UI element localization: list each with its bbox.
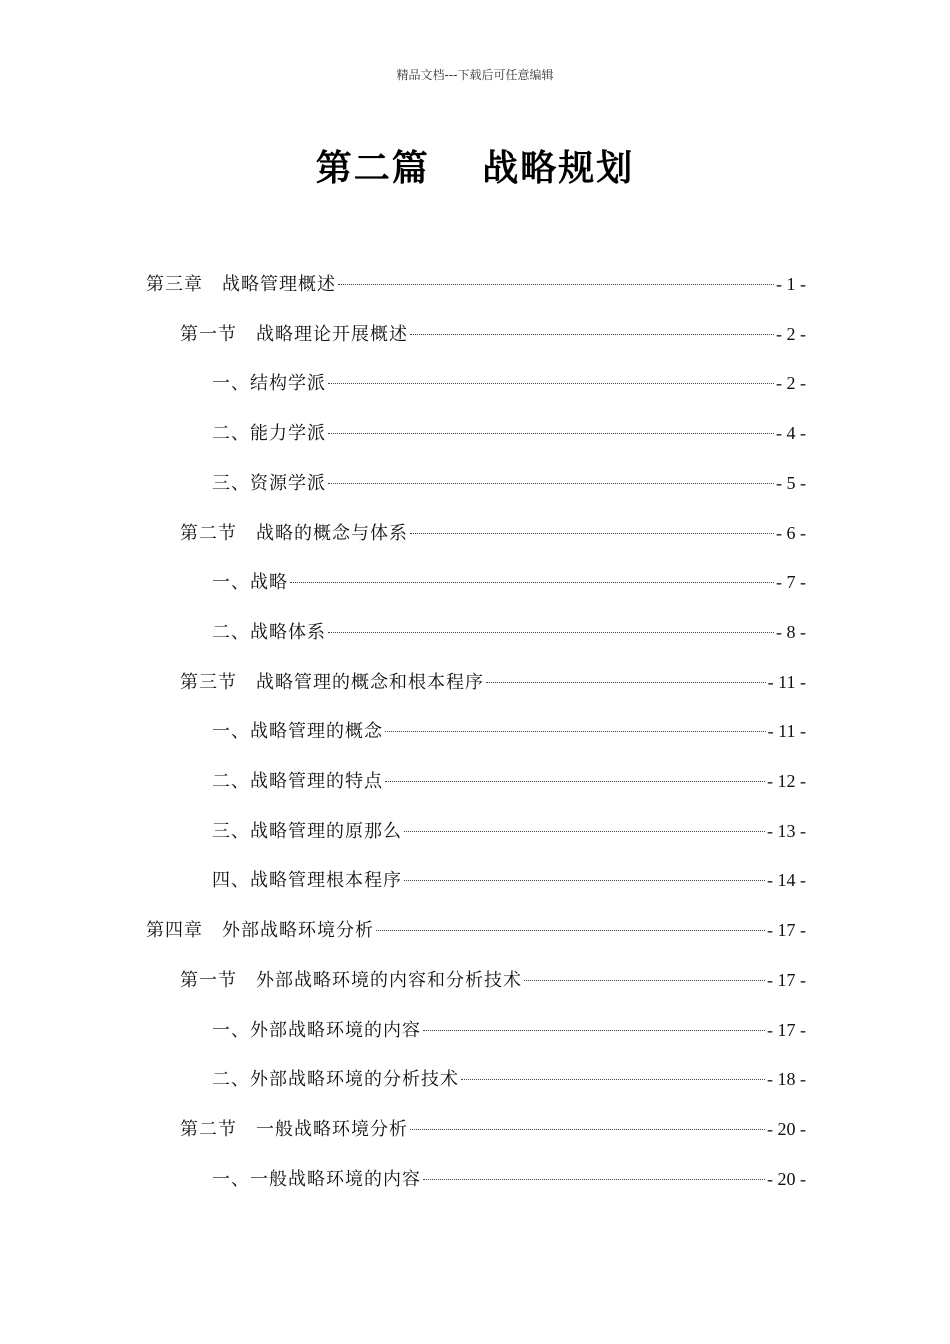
toc-dot-leader: [385, 731, 766, 732]
toc-page-number: - 4 -: [776, 423, 806, 444]
toc-page-number: - 12 -: [767, 771, 806, 791]
toc-page-number: - 5 -: [776, 472, 806, 493]
toc-entry-label: 第四章 外部战略环境分析: [146, 920, 374, 942]
toc-entry-label: 第一节 外部战略环境的内容和分析技术: [180, 969, 522, 991]
toc-page-number: - 2 -: [776, 323, 806, 344]
toc-entry[interactable]: [0, 1054, 806, 1104]
toc-entry-label: 一、战略: [212, 572, 288, 594]
toc-dot-leader: [328, 383, 774, 384]
toc-dot-leader: [376, 930, 765, 931]
toc-entry[interactable]: [0, 607, 806, 657]
page-title: 第二篇 战略规划: [315, 147, 635, 189]
toc-page-number: - 20 -: [767, 1118, 806, 1139]
toc-dot-leader: [423, 1179, 765, 1180]
toc-page-number: - 18 -: [767, 1069, 806, 1090]
toc-entry[interactable]: [0, 657, 806, 707]
toc-page-number: - 8 -: [776, 621, 806, 642]
toc-entry[interactable]: [0, 855, 806, 905]
toc-entry-label: 第三节 战略管理的概念和根本程序: [180, 671, 484, 693]
toc-entry[interactable]: [0, 259, 806, 309]
toc-dot-leader: [524, 980, 765, 981]
toc-entry[interactable]: [0, 557, 806, 607]
toc-entry[interactable]: [0, 806, 806, 856]
toc-dot-leader: [290, 582, 774, 583]
toc-page-number: - 20 -: [767, 1168, 806, 1189]
toc-entry[interactable]: [0, 706, 806, 756]
toc-page-number: - 17 -: [767, 969, 806, 990]
toc-page-number: - 1 -: [776, 274, 806, 294]
toc-entry-label: 三、资源学派: [212, 472, 326, 494]
toc-dot-leader: [461, 1079, 765, 1080]
toc-entry[interactable]: [0, 309, 806, 359]
toc-entry[interactable]: [0, 756, 806, 806]
toc-entry-label: 一、一般战略环境的内容: [212, 1168, 421, 1190]
toc-dot-leader: [328, 632, 774, 633]
toc-dot-leader: [486, 682, 766, 683]
toc-dot-leader: [404, 880, 765, 881]
toc-page-number: - 11 -: [767, 721, 806, 742]
toc-dot-leader: [385, 781, 765, 782]
toc-page-number: - 17 -: [767, 920, 806, 941]
toc-page-number: - 13 -: [767, 820, 806, 841]
toc-entry-label: 一、战略管理的概念: [212, 721, 383, 743]
toc-entry[interactable]: [0, 1104, 806, 1154]
toc-page-number: - 17 -: [767, 1019, 806, 1040]
toc-entry-label: 一、结构学派: [212, 373, 326, 395]
toc-entry-label: 二、战略体系: [212, 621, 326, 643]
toc-entry-label: 二、外部战略环境的分析技术: [212, 1069, 459, 1091]
toc-dot-leader: [338, 284, 774, 285]
toc-entry-label: 四、战略管理根本程序: [212, 870, 402, 892]
toc-entry-label: 一、外部战略环境的内容: [212, 1019, 421, 1041]
toc-entry[interactable]: [0, 458, 806, 508]
toc-entry[interactable]: [0, 1154, 806, 1204]
toc-dot-leader: [410, 1129, 765, 1130]
toc-dot-leader: [423, 1030, 765, 1031]
toc-page-number: - 14 -: [767, 870, 806, 891]
toc-entry-label: 二、战略管理的特点: [212, 771, 383, 792]
toc-dot-leader: [410, 334, 774, 335]
toc-dot-leader: [328, 433, 774, 434]
toc-entry-label: 第一节 战略理论开展概述: [180, 323, 408, 345]
toc-page-number: - 11 -: [767, 671, 806, 692]
toc-entry[interactable]: [0, 955, 806, 1005]
toc-entry[interactable]: [0, 905, 806, 955]
toc-entry[interactable]: [0, 1005, 806, 1055]
toc-page-number: - 6 -: [776, 522, 806, 543]
toc-entry-label: 第二节 一般战略环境分析: [180, 1118, 408, 1140]
toc-entry-label: 三、战略管理的原那么: [212, 820, 402, 842]
toc-entry-label: 二、能力学派: [212, 423, 326, 445]
toc-entry-label: 第二节 战略的概念与体系: [180, 522, 408, 544]
toc-entry[interactable]: [0, 508, 806, 558]
toc-dot-leader: [328, 483, 774, 484]
toc-entry-label: 第三章 战略管理概述: [146, 274, 336, 295]
toc-entry[interactable]: [0, 408, 806, 458]
toc-entry[interactable]: [0, 358, 806, 408]
toc-page-number: - 2 -: [776, 373, 806, 394]
toc-dot-leader: [410, 533, 774, 534]
page-header-note: 精品文档---下载后可任意编辑: [396, 68, 554, 82]
toc-dot-leader: [404, 831, 765, 832]
toc-page-number: - 7 -: [776, 572, 806, 593]
